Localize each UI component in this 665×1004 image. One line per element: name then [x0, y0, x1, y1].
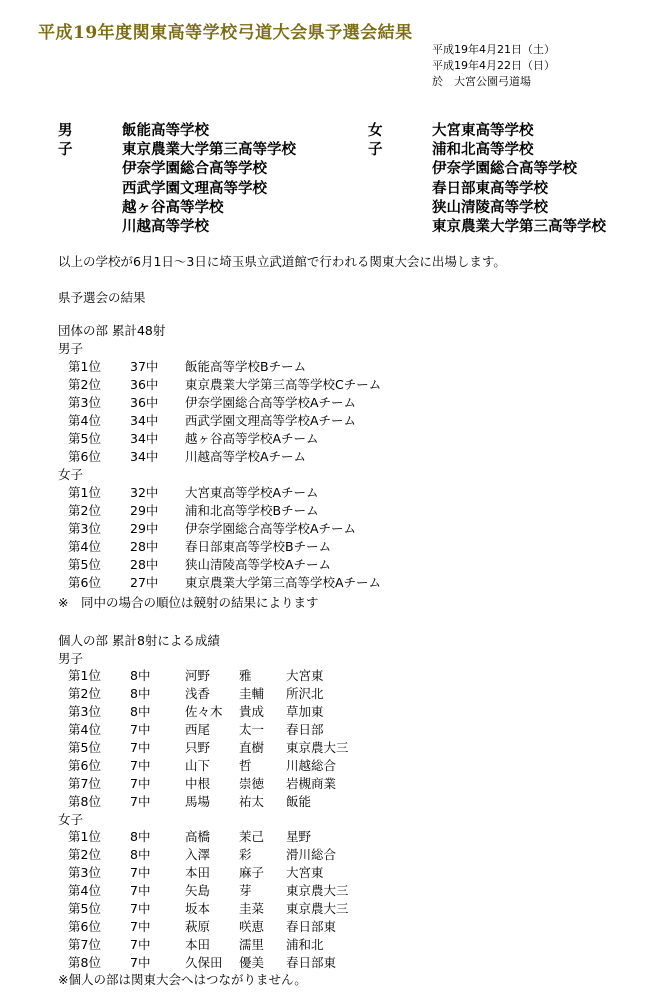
- qualifier-school: 東京農業大学第三高等学校: [432, 218, 606, 236]
- score: 32中: [130, 485, 159, 500]
- qualifier-school: 東京農業大学第三高等学校: [122, 141, 296, 159]
- qualifier-school: 大宮東高等学校: [432, 122, 534, 139]
- school: 春日部東: [286, 919, 337, 934]
- school: 大宮東: [286, 668, 324, 683]
- rank: 第5位: [68, 740, 101, 755]
- score: 7中: [130, 955, 151, 970]
- school: 東京農大三: [286, 740, 349, 755]
- score: 8中: [130, 704, 151, 719]
- team-name: 春日部東高等学校Bチーム: [185, 539, 332, 554]
- rank: 第4位: [68, 539, 101, 554]
- team-name: 狭山清陵高等学校Aチーム: [185, 557, 332, 572]
- qualifier-school: 伊奈学園総合高等学校: [432, 160, 577, 178]
- school: 東京農大三: [286, 883, 349, 898]
- qualifier-school: 飯能高等学校: [122, 122, 209, 139]
- rank: 第5位: [68, 901, 101, 916]
- individual-note: ※個人の部は関東大会へはつながりません。: [58, 972, 307, 987]
- given-name: 濡里: [239, 937, 265, 952]
- rank: 第5位: [68, 557, 101, 572]
- score: 7中: [130, 901, 151, 916]
- surname: 本田: [185, 937, 211, 952]
- score: 8中: [130, 668, 151, 683]
- rank: 第3位: [68, 395, 101, 410]
- team-name: 東京農業大学第三高等学校Aチーム: [185, 575, 382, 590]
- team-name: 西武学園文理高等学校Aチーム: [185, 413, 357, 428]
- score: 7中: [130, 776, 151, 791]
- qualifier-school: 浦和北高等学校: [432, 141, 534, 159]
- rank: 第1位: [68, 829, 101, 844]
- surname: 入澤: [185, 847, 211, 862]
- score: 8中: [130, 829, 151, 844]
- team-note: ※ 同中の場合の順位は競射の結果によります: [58, 595, 319, 610]
- rank: 第7位: [68, 776, 101, 791]
- rank: 第2位: [68, 686, 101, 701]
- rank: 第4位: [68, 413, 101, 428]
- team-name: 伊奈学園総合高等学校Aチーム: [185, 521, 357, 536]
- surname: 只野: [185, 740, 211, 755]
- surname: 山下: [185, 758, 211, 773]
- surname: 久保田: [185, 955, 223, 970]
- school: 東京農大三: [286, 901, 349, 916]
- team-name: 大宮東高等学校Aチーム: [185, 485, 319, 500]
- score: 7中: [130, 937, 151, 952]
- rank: 第1位: [68, 668, 101, 683]
- rank: 第3位: [68, 704, 101, 719]
- rank: 第8位: [68, 955, 101, 970]
- results-heading: 県予選会の結果: [58, 290, 146, 305]
- rank: 第6位: [68, 758, 101, 773]
- school: 飯能: [286, 794, 312, 809]
- score: 7中: [130, 758, 151, 773]
- qualifiers-girls-label: 女子: [368, 122, 383, 159]
- surname: 西尾: [185, 722, 211, 737]
- score: 7中: [130, 722, 151, 737]
- rank: 第7位: [68, 937, 101, 952]
- school: 春日部東: [286, 955, 337, 970]
- given-name: 芽: [239, 883, 252, 898]
- individual-girls-label: 女子: [58, 812, 84, 827]
- score: 36中: [130, 395, 159, 410]
- rank: 第6位: [68, 919, 101, 934]
- event-date-2: 平成19年4月22日（日）: [432, 59, 555, 72]
- school: 草加東: [286, 704, 324, 719]
- given-name: 雅: [239, 668, 252, 683]
- given-name: 彩: [239, 847, 252, 862]
- given-name: 優美: [239, 955, 265, 970]
- individual-heading: 個人の部 累計8射による成績: [58, 633, 220, 648]
- school: 滑川総合: [286, 847, 337, 862]
- team-name: 越ヶ谷高等学校Aチーム: [185, 431, 319, 446]
- given-name: 哲: [239, 758, 252, 773]
- school: 春日部: [286, 722, 324, 737]
- school: 浦和北: [286, 937, 324, 952]
- rank: 第4位: [68, 883, 101, 898]
- team-girls-label: 女子: [58, 467, 84, 482]
- surname: 矢島: [185, 883, 211, 898]
- surname: 河野: [185, 668, 211, 683]
- school: 川越総合: [286, 758, 337, 773]
- rank: 第3位: [68, 865, 101, 880]
- school: 大宮東: [286, 865, 324, 880]
- score: 8中: [130, 847, 151, 862]
- rank: 第2位: [68, 847, 101, 862]
- rank: 第2位: [68, 377, 101, 392]
- given-name: 太一: [239, 722, 265, 737]
- score: 7中: [130, 919, 151, 934]
- score: 28中: [130, 557, 159, 572]
- given-name: 圭輔: [239, 686, 265, 701]
- rank: 第8位: [68, 794, 101, 809]
- score: 36中: [130, 377, 159, 392]
- given-name: 祐太: [239, 794, 265, 809]
- score: 29中: [130, 503, 159, 518]
- surname: 坂本: [185, 901, 211, 916]
- score: 7中: [130, 865, 151, 880]
- score: 7中: [130, 740, 151, 755]
- rank: 第6位: [68, 449, 101, 464]
- qualifiers-girls-list: [432, 121, 606, 236]
- rank: 第4位: [68, 722, 101, 737]
- qualifier-school: 狭山清陵高等学校: [432, 198, 548, 216]
- given-name: 茉己: [239, 829, 265, 844]
- surname: 本田: [185, 865, 211, 880]
- surname: 萩原: [185, 919, 211, 934]
- qualifier-school: 越ヶ谷高等学校: [122, 198, 224, 216]
- team-name: 浦和北高等学校Bチーム: [185, 503, 319, 518]
- given-name: 直樹: [239, 740, 265, 755]
- team-name: 伊奈学園総合高等学校Aチーム: [185, 395, 357, 410]
- team-name: 川越高等学校Aチーム: [185, 449, 307, 464]
- qualifier-school: 春日部東高等学校: [432, 179, 548, 197]
- given-name: 麻子: [239, 865, 265, 880]
- announcement: 以上の学校が6月1日～3日に埼玉県立武道館で行われる関東大会に出場します。: [58, 254, 506, 269]
- page-title: 平成19年度関東高等学校弓道大会県予選会結果: [38, 23, 413, 43]
- team-boys-label: 男子: [58, 341, 84, 356]
- surname: 馬場: [185, 794, 211, 809]
- event-date-1: 平成19年4月21日（土）: [432, 43, 555, 56]
- score: 37中: [130, 359, 159, 374]
- rank: 第6位: [68, 575, 101, 590]
- school: 岩槻商業: [286, 776, 337, 791]
- event-venue: 於 大宮公園弓道場: [432, 75, 531, 88]
- score: 34中: [130, 431, 159, 446]
- given-name: 咲恵: [239, 919, 265, 934]
- team-name: 飯能高等学校Bチーム: [185, 359, 307, 374]
- score: 8中: [130, 686, 151, 701]
- score: 7中: [130, 794, 151, 809]
- score: 27中: [130, 575, 159, 590]
- qualifier-school: 川越高等学校: [122, 218, 209, 236]
- school: 星野: [286, 829, 312, 844]
- qualifiers-boys-label: 男子: [58, 122, 73, 159]
- rank: 第5位: [68, 431, 101, 446]
- score: 28中: [130, 539, 159, 554]
- score: 29中: [130, 521, 159, 536]
- qualifiers-boys-list: [122, 121, 296, 236]
- rank: 第1位: [68, 359, 101, 374]
- given-name: 崇徳: [239, 776, 265, 791]
- event-meta: [432, 42, 555, 90]
- school: 所沢北: [286, 686, 324, 701]
- surname: 中根: [185, 776, 211, 791]
- individual-boys-label: 男子: [58, 651, 84, 666]
- given-name: 貴成: [239, 704, 265, 719]
- score: 7中: [130, 883, 151, 898]
- rank: 第3位: [68, 521, 101, 536]
- score: 34中: [130, 449, 159, 464]
- score: 34中: [130, 413, 159, 428]
- rank: 第2位: [68, 503, 101, 518]
- surname: 浅香: [185, 686, 211, 701]
- qualifier-school: 伊奈学園総合高等学校: [122, 160, 267, 178]
- team-name: 東京農業大学第三高等学校Cチーム: [185, 377, 382, 392]
- given-name: 圭菜: [239, 901, 265, 916]
- surname: 高橋: [185, 829, 211, 844]
- team-heading: 団体の部 累計48射: [58, 323, 166, 338]
- surname: 佐々木: [185, 704, 223, 719]
- qualifier-school: 西武学園文理高等学校: [122, 179, 267, 197]
- rank: 第1位: [68, 485, 101, 500]
